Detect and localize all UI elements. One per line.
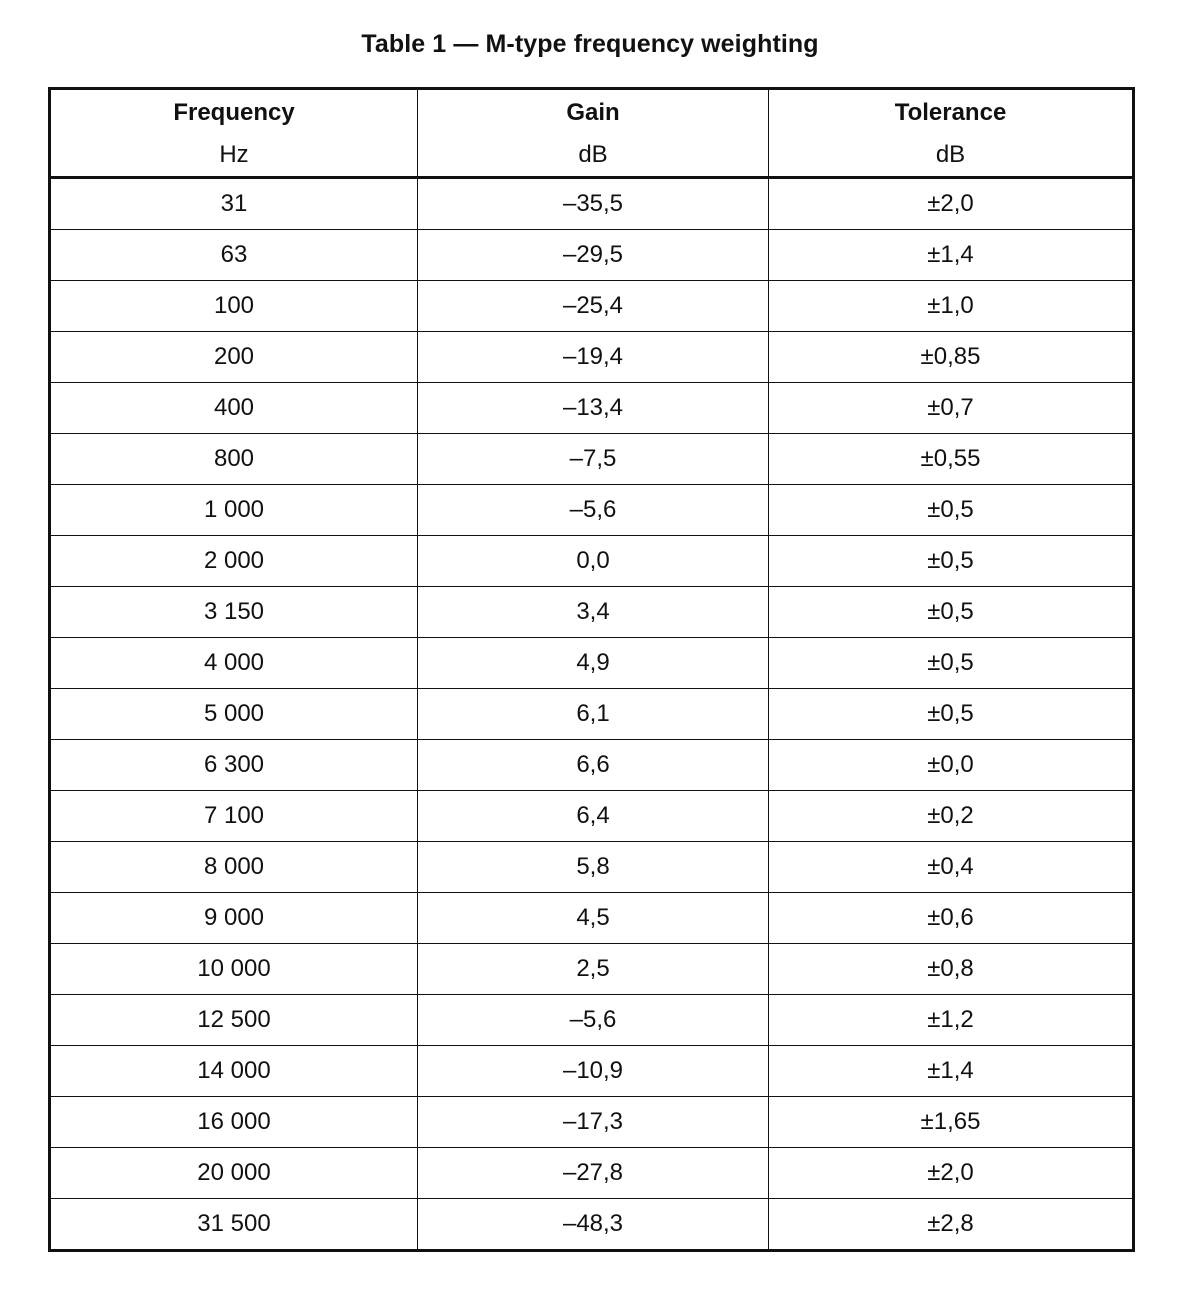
gain-cell: –25,4 bbox=[418, 281, 769, 332]
gain-cell: 6,1 bbox=[418, 689, 769, 740]
table-row bbox=[50, 281, 1134, 332]
table-row bbox=[50, 383, 1134, 434]
column-name: Gain bbox=[566, 99, 620, 126]
table-row bbox=[50, 1199, 1134, 1251]
tolerance-cell: ±0,2 bbox=[769, 791, 1134, 842]
frequency-cell: 6 300 bbox=[50, 740, 418, 791]
table-row bbox=[50, 995, 1134, 1046]
gain-cell: –35,5 bbox=[418, 178, 769, 230]
frequency-cell: 1 000 bbox=[50, 485, 418, 536]
gain-cell: –13,4 bbox=[418, 383, 769, 434]
frequency-cell: 4 000 bbox=[50, 638, 418, 689]
frequency-cell: 16 000 bbox=[50, 1097, 418, 1148]
frequency-cell: 10 000 bbox=[50, 944, 418, 995]
table-row bbox=[50, 485, 1134, 536]
table-row bbox=[50, 689, 1134, 740]
tolerance-cell: ±0,4 bbox=[769, 842, 1134, 893]
gain-cell: –27,8 bbox=[418, 1148, 769, 1199]
gain-cell: –19,4 bbox=[418, 332, 769, 383]
table-row bbox=[50, 178, 1134, 230]
gain-cell: –5,6 bbox=[418, 995, 769, 1046]
gain-cell: 5,8 bbox=[418, 842, 769, 893]
gain-cell: 4,9 bbox=[418, 638, 769, 689]
tolerance-cell: ±0,5 bbox=[769, 689, 1134, 740]
frequency-cell: 8 000 bbox=[50, 842, 418, 893]
table-row bbox=[50, 230, 1134, 281]
gain-cell: –48,3 bbox=[418, 1199, 769, 1251]
tolerance-cell: ±0,0 bbox=[769, 740, 1134, 791]
frequency-cell: 9 000 bbox=[50, 893, 418, 944]
table-row bbox=[50, 536, 1134, 587]
gain-cell: –5,6 bbox=[418, 485, 769, 536]
tolerance-cell: ±0,5 bbox=[769, 536, 1134, 587]
frequency-weighting-table bbox=[48, 87, 1135, 1252]
tolerance-cell: ±2,0 bbox=[769, 1148, 1134, 1199]
column-unit: dB bbox=[935, 141, 966, 168]
table-row bbox=[50, 434, 1134, 485]
column-header-gain bbox=[418, 89, 769, 178]
frequency-cell: 12 500 bbox=[50, 995, 418, 1046]
gain-cell: –29,5 bbox=[418, 230, 769, 281]
tolerance-cell: ±0,5 bbox=[769, 638, 1134, 689]
table-row bbox=[50, 944, 1134, 995]
table-row bbox=[50, 332, 1134, 383]
table-row bbox=[50, 791, 1134, 842]
tolerance-cell: ±0,7 bbox=[769, 383, 1134, 434]
column-header-tolerance bbox=[769, 89, 1134, 178]
frequency-cell: 800 bbox=[50, 434, 418, 485]
tolerance-cell: ±1,4 bbox=[769, 230, 1134, 281]
table-row bbox=[50, 1046, 1134, 1097]
tolerance-cell: ±2,8 bbox=[769, 1199, 1134, 1251]
frequency-cell: 200 bbox=[50, 332, 418, 383]
table-row bbox=[50, 1148, 1134, 1199]
column-unit: Hz bbox=[219, 141, 249, 168]
table-header-row bbox=[50, 89, 1134, 178]
frequency-cell: 20 000 bbox=[50, 1148, 418, 1199]
tolerance-cell: ±1,65 bbox=[769, 1097, 1134, 1148]
frequency-cell: 5 000 bbox=[50, 689, 418, 740]
tolerance-cell: ±1,2 bbox=[769, 995, 1134, 1046]
gain-cell: 6,6 bbox=[418, 740, 769, 791]
gain-cell: 2,5 bbox=[418, 944, 769, 995]
table-row bbox=[50, 893, 1134, 944]
frequency-cell: 31 bbox=[50, 178, 418, 230]
table-row bbox=[50, 1097, 1134, 1148]
tolerance-cell: ±1,0 bbox=[769, 281, 1134, 332]
tolerance-cell: ±0,8 bbox=[769, 944, 1134, 995]
tolerance-cell: ±0,5 bbox=[769, 485, 1134, 536]
table-row bbox=[50, 740, 1134, 791]
frequency-cell: 14 000 bbox=[50, 1046, 418, 1097]
column-unit: dB bbox=[578, 141, 608, 168]
table-caption: Table 1 — M-type frequency weighting bbox=[361, 30, 819, 58]
table-row bbox=[50, 842, 1134, 893]
frequency-cell: 3 150 bbox=[50, 587, 418, 638]
column-name: Frequency bbox=[173, 99, 295, 126]
tolerance-cell: ±0,5 bbox=[769, 587, 1134, 638]
tolerance-cell: ±0,6 bbox=[769, 893, 1134, 944]
gain-cell: –7,5 bbox=[418, 434, 769, 485]
gain-cell: 3,4 bbox=[418, 587, 769, 638]
gain-cell: 4,5 bbox=[418, 893, 769, 944]
gain-cell: 6,4 bbox=[418, 791, 769, 842]
gain-cell: –10,9 bbox=[418, 1046, 769, 1097]
table-body bbox=[50, 178, 1134, 1251]
frequency-cell: 31 500 bbox=[50, 1199, 418, 1251]
tolerance-cell: ±2,0 bbox=[769, 178, 1134, 230]
frequency-cell: 2 000 bbox=[50, 536, 418, 587]
column-header-frequency bbox=[50, 89, 418, 178]
frequency-cell: 100 bbox=[50, 281, 418, 332]
frequency-cell: 63 bbox=[50, 230, 418, 281]
gain-cell: 0,0 bbox=[418, 536, 769, 587]
tolerance-cell: ±1,4 bbox=[769, 1046, 1134, 1097]
frequency-cell: 400 bbox=[50, 383, 418, 434]
table-row bbox=[50, 638, 1134, 689]
gain-cell: –17,3 bbox=[418, 1097, 769, 1148]
table-row bbox=[50, 587, 1134, 638]
tolerance-cell: ±0,85 bbox=[769, 332, 1134, 383]
column-name: Tolerance bbox=[894, 99, 1007, 126]
frequency-cell: 7 100 bbox=[50, 791, 418, 842]
tolerance-cell: ±0,55 bbox=[769, 434, 1134, 485]
